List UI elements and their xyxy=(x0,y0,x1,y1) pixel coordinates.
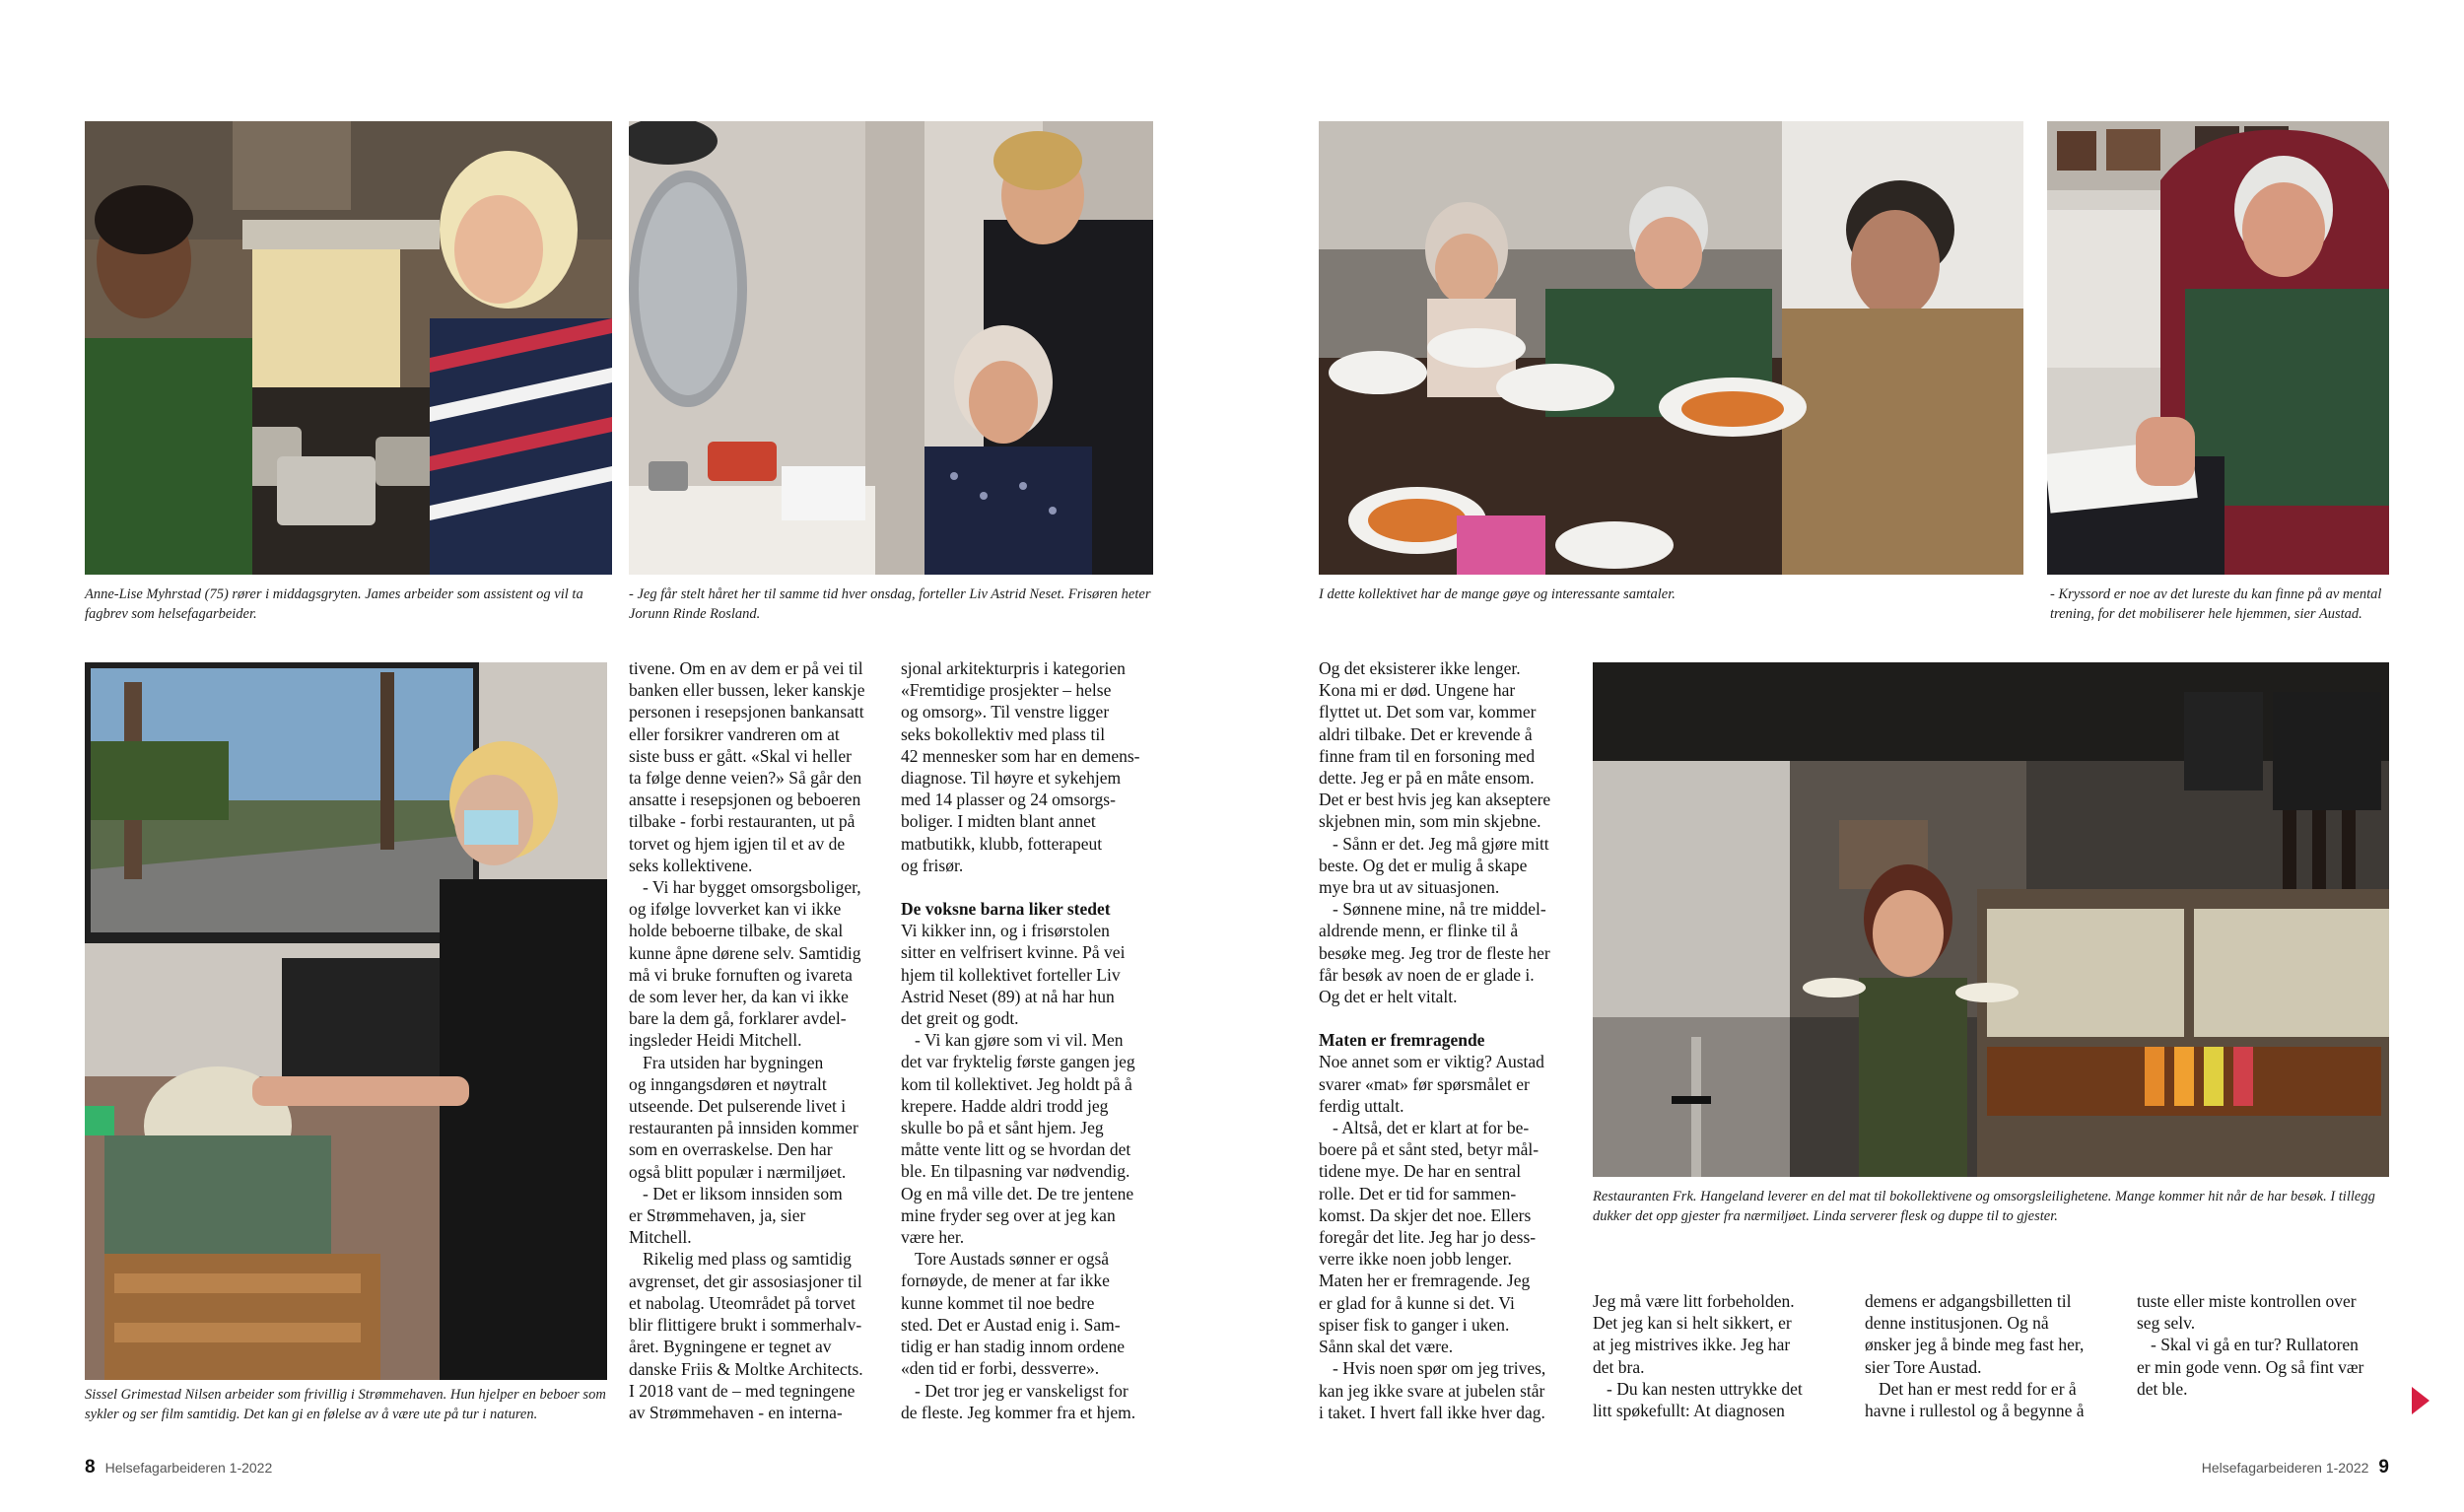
caption-dining-table: I dette kollektivet har de mange gøye og interessante samtaler. xyxy=(1319,586,1676,602)
paragraph: sjonal arkitekturpris i kategorien «Fremtidige prosjekter – helse og omsorg». Til venstre ligger seks bokollektiv med plass til 42 mennesker som har en demens- diagnose. Til høyre et sykehjem med 14 plasser og 24 omsorgs- boliger. I midten blant annet matbutikk, klubb, fotterapeut og frisør. xyxy=(901,658,1140,875)
magazine-issue-left: Helsefagarbeideren 1-2022 xyxy=(104,1460,273,1476)
paragraph: Vi kikker inn, og i frisørstolen sitter en velfrisert kvinne. På vei hjem til kollektivet forteller Liv Astrid Neset (89) at nå har hun det greit og godt. xyxy=(901,921,1126,1029)
photo-hair-salon xyxy=(629,121,1153,575)
paragraph: - Vi kan gjøre som vi vil. Men det var fryktelig første gangen jeg kom til kollektivet. Jeg holdt på å krepere. Hadde aldri trodd jeg skulle bo på et sånt hjem. Jeg måtte vente litt og se hvordan det ble. En tilpasning var nødvendig. Og en må ville det. De tre jentene mine fryder seg over at jeg kan være her. xyxy=(901,1030,1135,1248)
paragraph: - Det tror jeg er vanskeligst for de fleste. Jeg kommer fra et hjem. xyxy=(901,1380,1136,1422)
caption-bike-film: Sissel Grimestad Nilsen arbeider som frivillig i Strømmehaven. Hun hjelper en beboer som sykler og ser film samtidig. Det kan gi en følelse av å være ute på tur i naturen. xyxy=(85,1387,606,1422)
paragraph: Tore Austads sønner er også fornøyde, de mener at far ikke kunne kommet til noe bedre sted. Det er Austad enig i. Sam- tidig er han stadig innom ordene «den tid er forbi, dessverre». xyxy=(901,1249,1125,1379)
paragraph: tivene. Om en av dem er på vei til banken eller bussen, leker kanskje personen i resepsjonen bankansatt eller forsikrer vandreren om at siste buss er gått. «Skal vi heller ta følge denne veien?» Så går den ansatte i resepsjonen og beboeren tilbake - forbi restauranten, ut på torvet og hjem igjen til et av de seks kollektivene. xyxy=(629,658,865,875)
paragraph: Rikelig med plass og samtidig avgrenset, det gir assosiasjoner til et nabolag. Uteområdet på torvet blir flittigere brukt i sommerhalv- året. Bygningene er tegnet av danske Friis & Moltke Architects. I 2018 vant de – med tegningene av Strømmehaven - en interna- xyxy=(629,1249,863,1422)
photo-dining-table xyxy=(1319,121,2023,575)
magazine-issue-right: Helsefagarbeideren 1-2022 xyxy=(2201,1460,2369,1476)
body-column-4 xyxy=(1593,1290,1851,1421)
page-number-left: 8 xyxy=(85,1457,96,1478)
caption-crossword: - Kryssord er noe av det lureste du kan finne på av mental trening, for det mobiliserer hele hjemmen, sier Austad. xyxy=(2050,586,2382,622)
next-page-arrow-icon[interactable] xyxy=(2412,1387,2430,1414)
body-column-1 xyxy=(629,657,887,1423)
paragraph: Det han er mest redd for er å havne i rullestol og å begynne å xyxy=(1865,1378,2085,1421)
paragraph: - Vi har bygget omsorgsboliger, og ifølge lovverket kan vi ikke holde beboerne tilbake, de skal kunne åpne dørene selv. Samtidig må vi bruke fornuften og ivareta de som lever her, da kan vi ikke bare la dem gå, forklarer avdel- ingsleder Heidi Mitchell. xyxy=(629,877,861,1051)
photo-restaurant xyxy=(1593,662,2389,1177)
photo-bike-film xyxy=(85,662,607,1380)
paragraph: - Du kan nesten uttrykke det litt spøkefullt: At diagnosen xyxy=(1593,1378,1803,1421)
body-column-2 xyxy=(901,657,1159,1423)
paragraph: - Sønnene mine, nå tre middel- aldrende menn, er flinke til å besøke meg. Jeg tror de fleste her får besøk av noen de er glade i. Og det er helt vitalt. xyxy=(1319,899,1550,1007)
paragraph: Og det eksisterer ikke lenger. Kona mi er død. Ungene har flyttet ut. Det som var, kommer aldri tilbake. Det er krevende å finne fram til en forsoning med dette. Jeg er på en måte ensom. Det er best hvis jeg kan akseptere skjebnen min, som min skjebne. xyxy=(1319,658,1551,832)
body-column-6 xyxy=(2137,1290,2395,1400)
subheading-voksne-barna: De voksne barna liker stedet xyxy=(901,899,1111,920)
caption-hair-salon: - Jeg får stelt håret her til samme tid hver onsdag, forteller Liv Astrid Neset. Frisøren heter Jorunn Rinde Rosland. xyxy=(629,586,1151,622)
paragraph: Fra utsiden har bygningen og inngangsdøren et nøytralt utseende. Det pulserende livet i restauranten på innsiden kommer som en overraskelse. Den har også blitt populær i nærmiljøet. xyxy=(629,1052,858,1182)
subheading-maten: Maten er fremragende xyxy=(1319,1030,1485,1051)
paragraph: demens er adgangsbilletten til denne institusjonen. Og nå ønsker jeg å binde meg fast her, sier Tore Austad. xyxy=(1865,1291,2085,1377)
paragraph: - Sånn er det. Jeg må gjøre mitt beste. Og det er mulig å skape mye bra ut av situasjonen. xyxy=(1319,833,1549,898)
paragraph: tuste eller miste kontrollen over seg selv. xyxy=(2137,1291,2357,1334)
paragraph: Noe annet som er viktig? Austad svarer «mat» før spørsmålet er ferdig uttalt. xyxy=(1319,1052,1544,1116)
caption-restaurant: Restauranten Frk. Hangeland leverer en del mat til bokollektivene og omsorgsleilighetene. Mange kommer hit når de har besøk. I tillegg dukker det opp gjester fra nærmiljøet. Linda serverer flesk og duppe til to gjester. xyxy=(1593,1189,2375,1224)
paragraph: Jeg må være litt forbeholden. Det jeg kan si helt sikkert, er at jeg mistrives ikke. Jeg har det bra. xyxy=(1593,1291,1795,1377)
caption-kitchen: Anne-Lise Myhrstad (75) rører i middagsgryten. James arbeider som assistent og vil ta fagbrev som helsefagarbeider. xyxy=(85,586,583,622)
body-column-3 xyxy=(1319,657,1577,1423)
body-column-5 xyxy=(1865,1290,2123,1421)
photo-crossword xyxy=(2047,121,2389,575)
paragraph: - Skal vi gå en tur? Rullatoren er min gode venn. Og så fint vær det ble. xyxy=(2137,1335,2364,1399)
paragraph: - Det er liksom innsiden som er Strømmehaven, ja, sier Mitchell. xyxy=(629,1183,843,1248)
paragraph: - Altså, det er klart at for be- boere på et sånt sted, betyr mål- tidene mye. De har en sentral rolle. Det er tid for sammen- komst. Da skjer det noe. Ellers foregår det lite. Jeg har jo dess- verre ikke noen jobb lenger. Maten her er fremragende. Jeg er glad for å kunne si det. Vi spiser fisk to ganger i uken. Sånn skal det være. xyxy=(1319,1118,1540,1357)
folio-right xyxy=(2202,1457,2389,1478)
paragraph: - Hvis noen spør om jeg trives, kan jeg ikke svare at jubelen står i taket. I hvert fall ikke hver dag. xyxy=(1319,1358,1546,1422)
page-number-right: 9 xyxy=(2378,1457,2389,1478)
photo-kitchen xyxy=(85,121,612,575)
folio-left xyxy=(85,1457,272,1478)
